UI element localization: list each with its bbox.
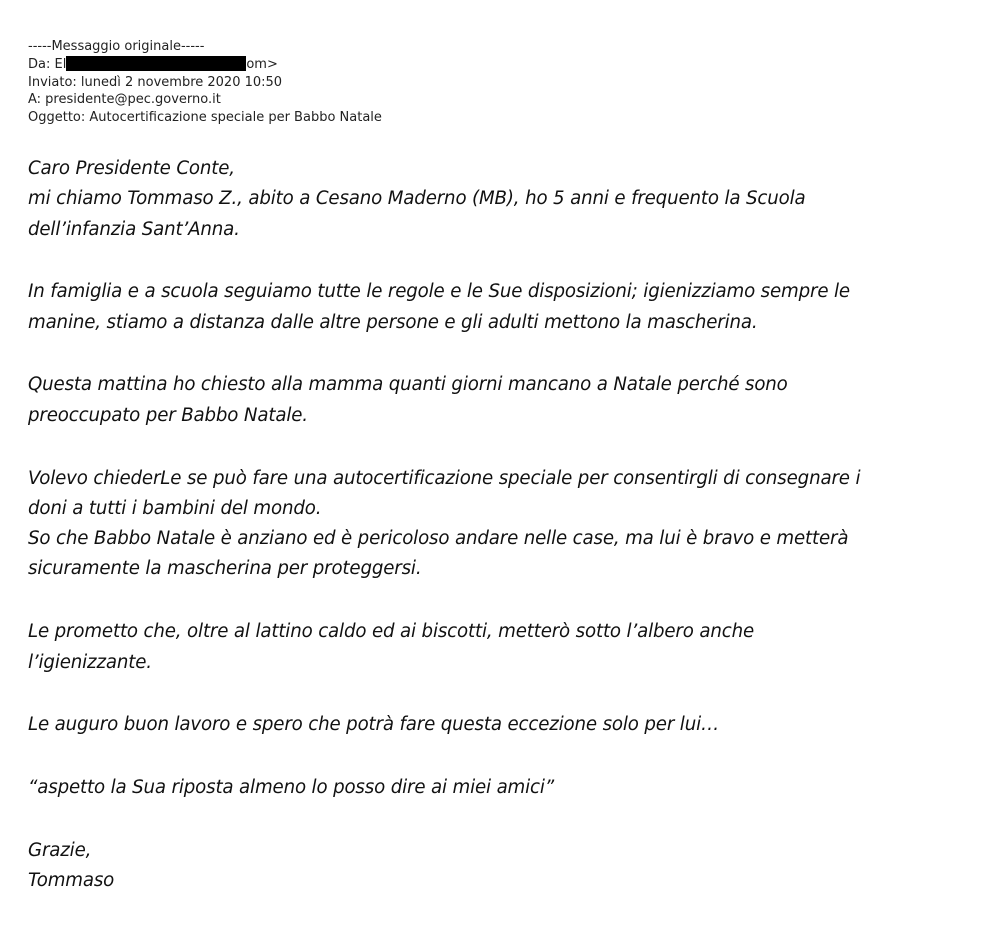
sent-line: Inviato: lunedì 2 novembre 2020 10:50 [28, 74, 283, 90]
rules-line-1: In famiglia e a scuola seguiamo tutte le regole e le Sue disposizioni; igienizziamo sempre le [28, 281, 850, 303]
promise-line-2: l’igienizzante. [28, 651, 152, 673]
intro-line-2: dell’infanzia Sant’Anna. [28, 218, 240, 240]
promise-line-1: Le prometto che, oltre al lattino caldo ed ai biscotti, metterò sotto l’albero anche [28, 621, 754, 643]
original-message-label: -----Messaggio originale----- [28, 39, 205, 54]
thanks-line: Grazie, [28, 839, 92, 861]
wish-line: Le auguro buon lavoro e spero che potrà fare questa eccezione solo per lui… [28, 714, 720, 736]
rules-line-2: manine, stiamo a distanza dalle altre persone e gli adulti mettono la mascherina. [28, 311, 758, 333]
request-line-3: So che Babbo Natale è anziano ed è pericoloso andare nelle case, ma lui è bravo e metterà [28, 528, 849, 550]
redaction-bar [66, 56, 246, 71]
to-line: A: presidente@pec.governo.it [28, 92, 221, 108]
subject-line: Oggetto: Autocertificazione speciale per Babbo Natale [28, 110, 382, 126]
request-line-1: Volevo chiederLe se può fare una autocertificazione speciale per consentirgli di consegnare i [28, 467, 861, 489]
from-line [28, 56, 382, 74]
from-prefix: Da: El [28, 56, 67, 72]
request-line-4: sicuramente la mascherina per proteggersi. [28, 558, 422, 580]
from-suffix: om> [246, 56, 278, 72]
morning-line-2: preoccupato per Babbo Natale. [28, 404, 308, 426]
letter-body [28, 154, 978, 897]
request-line-2: doni a tutti i bambini del mondo. [28, 497, 322, 519]
quote-line: “aspetto la Sua riposta almeno lo posso dire ai miei amici” [28, 777, 555, 799]
signature: Tommaso [28, 870, 115, 892]
greeting: Caro Presidente Conte, [28, 158, 235, 179]
intro-line-1: mi chiamo Tommaso Z., abito a Cesano Maderno (MB), ho 5 anni e frequento la Scuola [28, 188, 806, 210]
email-header [28, 38, 382, 127]
morning-line-1: Questa mattina ho chiesto alla mamma quanti giorni mancano a Natale perché sono [28, 374, 788, 396]
